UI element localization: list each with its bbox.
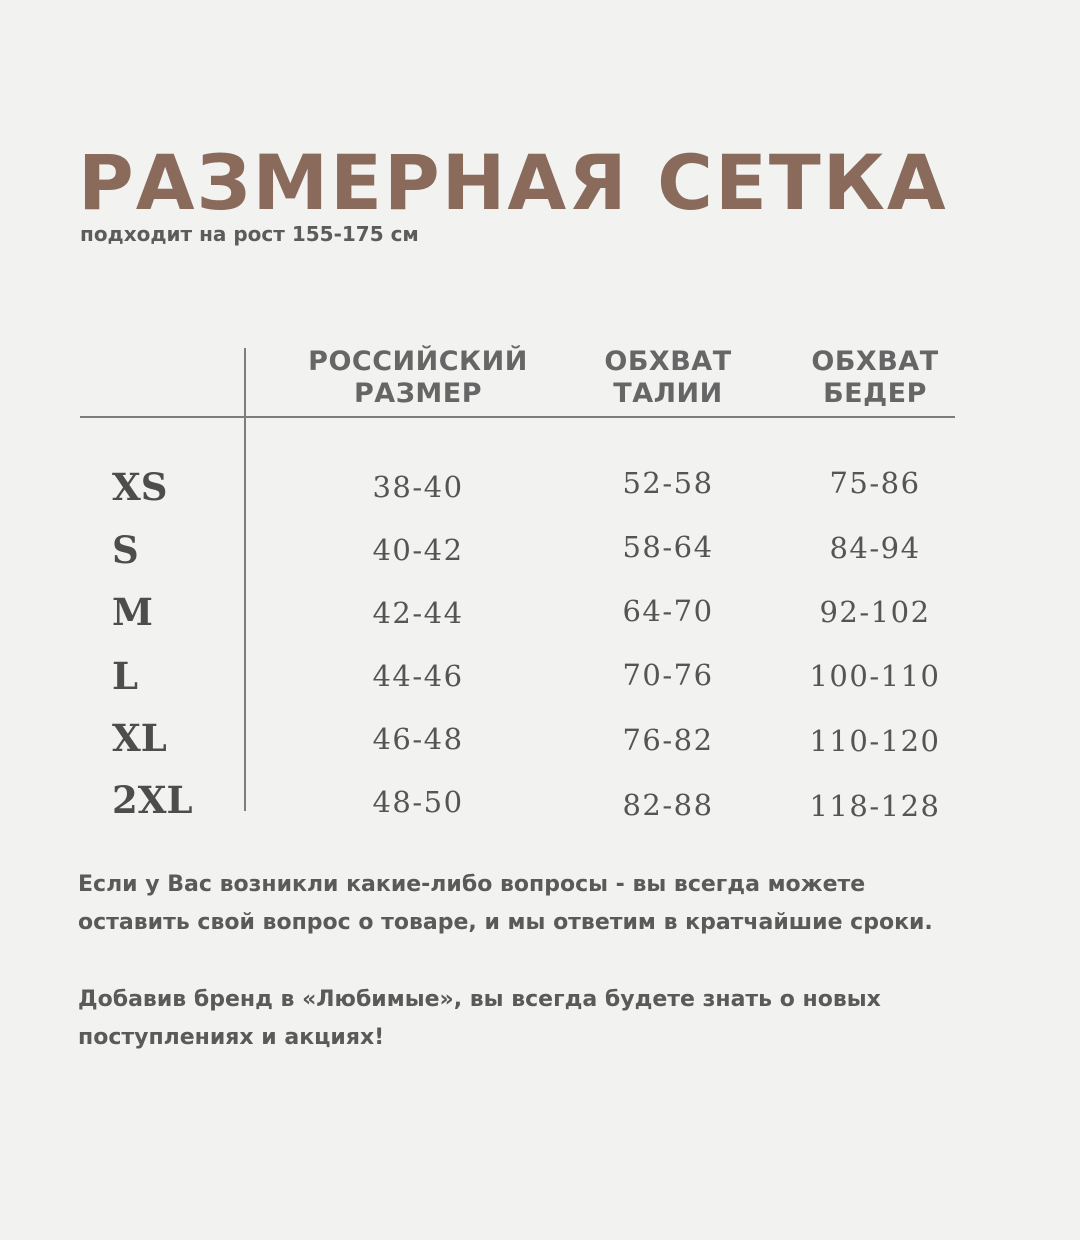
russian-size-cell: 44-46	[372, 659, 464, 693]
hips-cell: 75-86	[829, 466, 921, 500]
column-header-hips: ОБХВАТ БЕДЕР	[811, 346, 939, 409]
size-label: XL	[112, 716, 167, 760]
hips-cell: 118-128	[809, 789, 941, 823]
hips-cell: 100-110	[809, 659, 941, 693]
waist-cell: 82-88	[622, 788, 714, 822]
russian-size-cell: 40-42	[372, 533, 464, 567]
column-header-russian-size: РОССИЙСКИЙ РАЗМЕР	[308, 346, 528, 409]
favorites-note: Добавив бренд в «Любимые», вы всегда будете знать о новых поступлениях и акциях!	[78, 987, 881, 1050]
hips-cell: 92-102	[819, 595, 931, 629]
waist-cell: 52-58	[622, 466, 714, 500]
russian-size-cell: 38-40	[372, 470, 464, 504]
russian-size-cell: 48-50	[372, 785, 464, 819]
russian-size-cell: 42-44	[372, 596, 464, 630]
hips-cell: 110-120	[809, 724, 941, 758]
waist-cell: 76-82	[622, 723, 714, 757]
page-title: РАЗМЕРНАЯ СЕТКА	[78, 138, 948, 227]
size-label: 2XL	[112, 778, 193, 822]
size-label: L	[112, 654, 139, 698]
waist-cell: 70-76	[622, 658, 714, 692]
questions-note: Если у Вас возникли какие-либо вопросы - вы всегда можете оставить свой вопрос о товаре, и мы ответим в кратчайшие сроки.	[78, 872, 933, 935]
waist-cell: 58-64	[622, 530, 714, 564]
size-label: XS	[112, 465, 168, 509]
hips-cell: 84-94	[829, 531, 921, 565]
size-label: S	[112, 528, 139, 572]
column-header-waist: ОБХВАТ ТАЛИИ	[604, 346, 732, 409]
table-horizontal-divider	[80, 416, 955, 418]
russian-size-cell: 46-48	[372, 722, 464, 756]
size-label: M	[112, 590, 153, 634]
waist-cell: 64-70	[622, 594, 714, 628]
height-range-subtitle: подходит на рост 155-175 см	[80, 222, 419, 246]
